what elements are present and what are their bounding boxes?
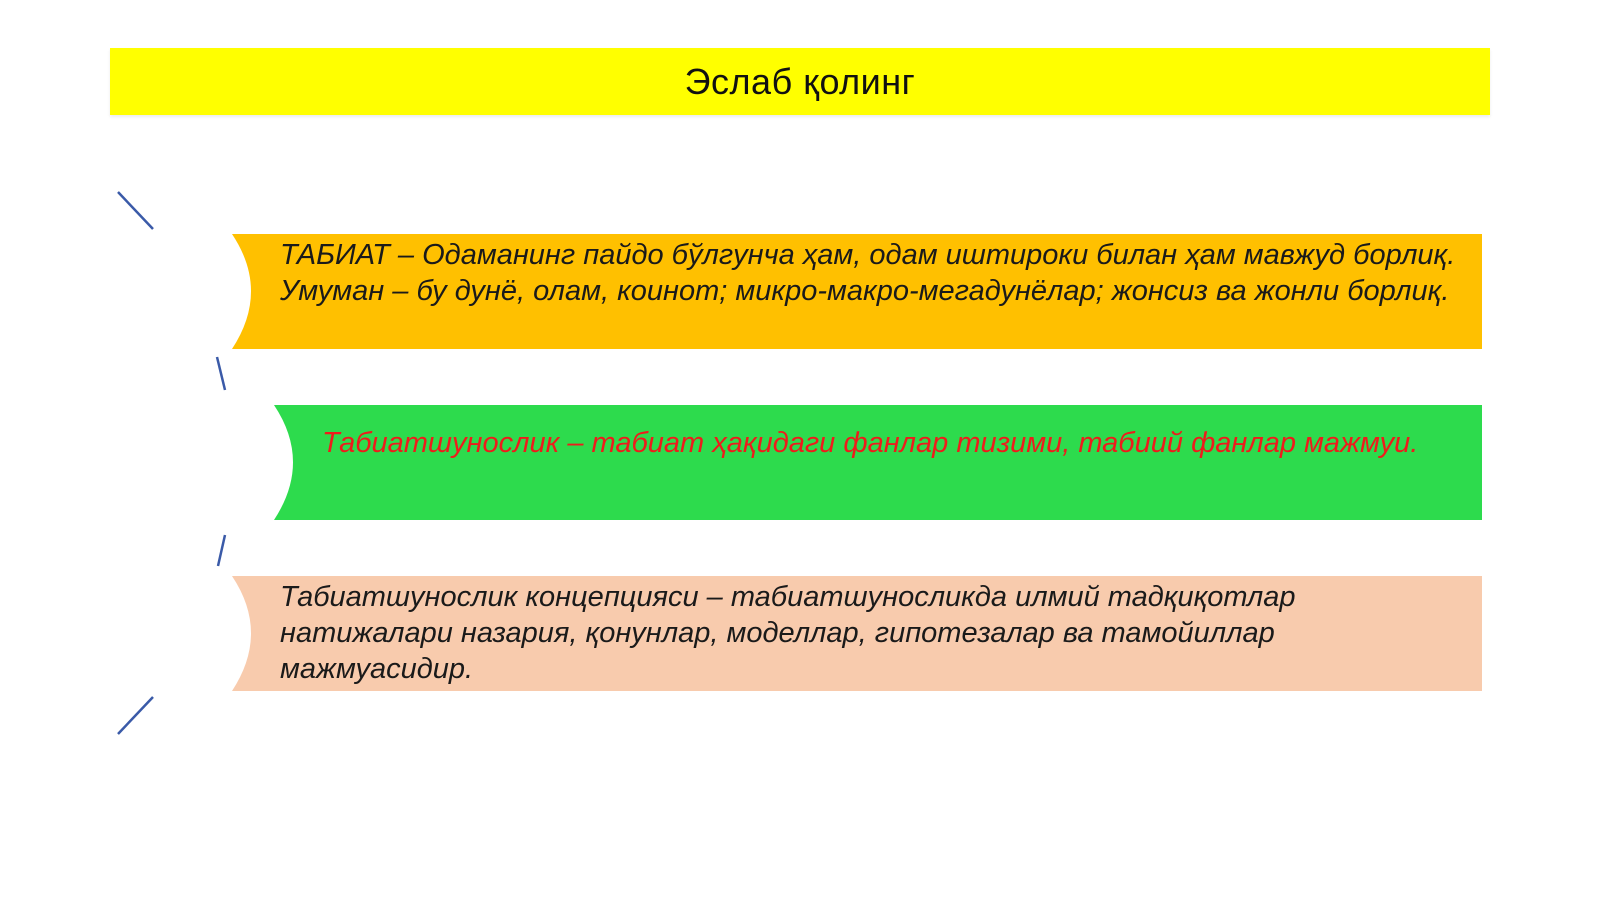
definition-box-natural-science xyxy=(274,405,1482,520)
definition-box-concept xyxy=(232,576,1482,691)
box-fill xyxy=(274,405,1482,520)
box-shape xyxy=(274,405,1482,520)
title-bar xyxy=(110,48,1490,115)
connector-line-top xyxy=(118,192,153,229)
connector-line-upper xyxy=(217,357,225,390)
definition-text: ТАБИАТ – Одаманинг пайдо бўлгунча ҳам, одам иштироки билан ҳам мавжуд борлиқ. Умуман – бу дунё, олам, коинот; микро-макро-мегадунёлар; жонсиз ва жонли борлиқ. xyxy=(280,239,1456,307)
connector-line-bottom xyxy=(118,697,153,734)
definition-text: Табиатшунослик – табиат ҳақидаги фанлар тизими, табиий фанлар мажмуи. xyxy=(322,427,1419,459)
definition-text: Табиатшунослик концепцияси – табиатшуносликда илмий тадқиқотлар натижалари назария, қонунлар, моделлар, гипотезалар ва тамойиллар мажмуасидир. xyxy=(280,581,1296,685)
definition-box-nature xyxy=(232,234,1482,349)
slide-title: Эслаб қолинг xyxy=(684,60,916,102)
connector-line-lower xyxy=(218,535,225,566)
